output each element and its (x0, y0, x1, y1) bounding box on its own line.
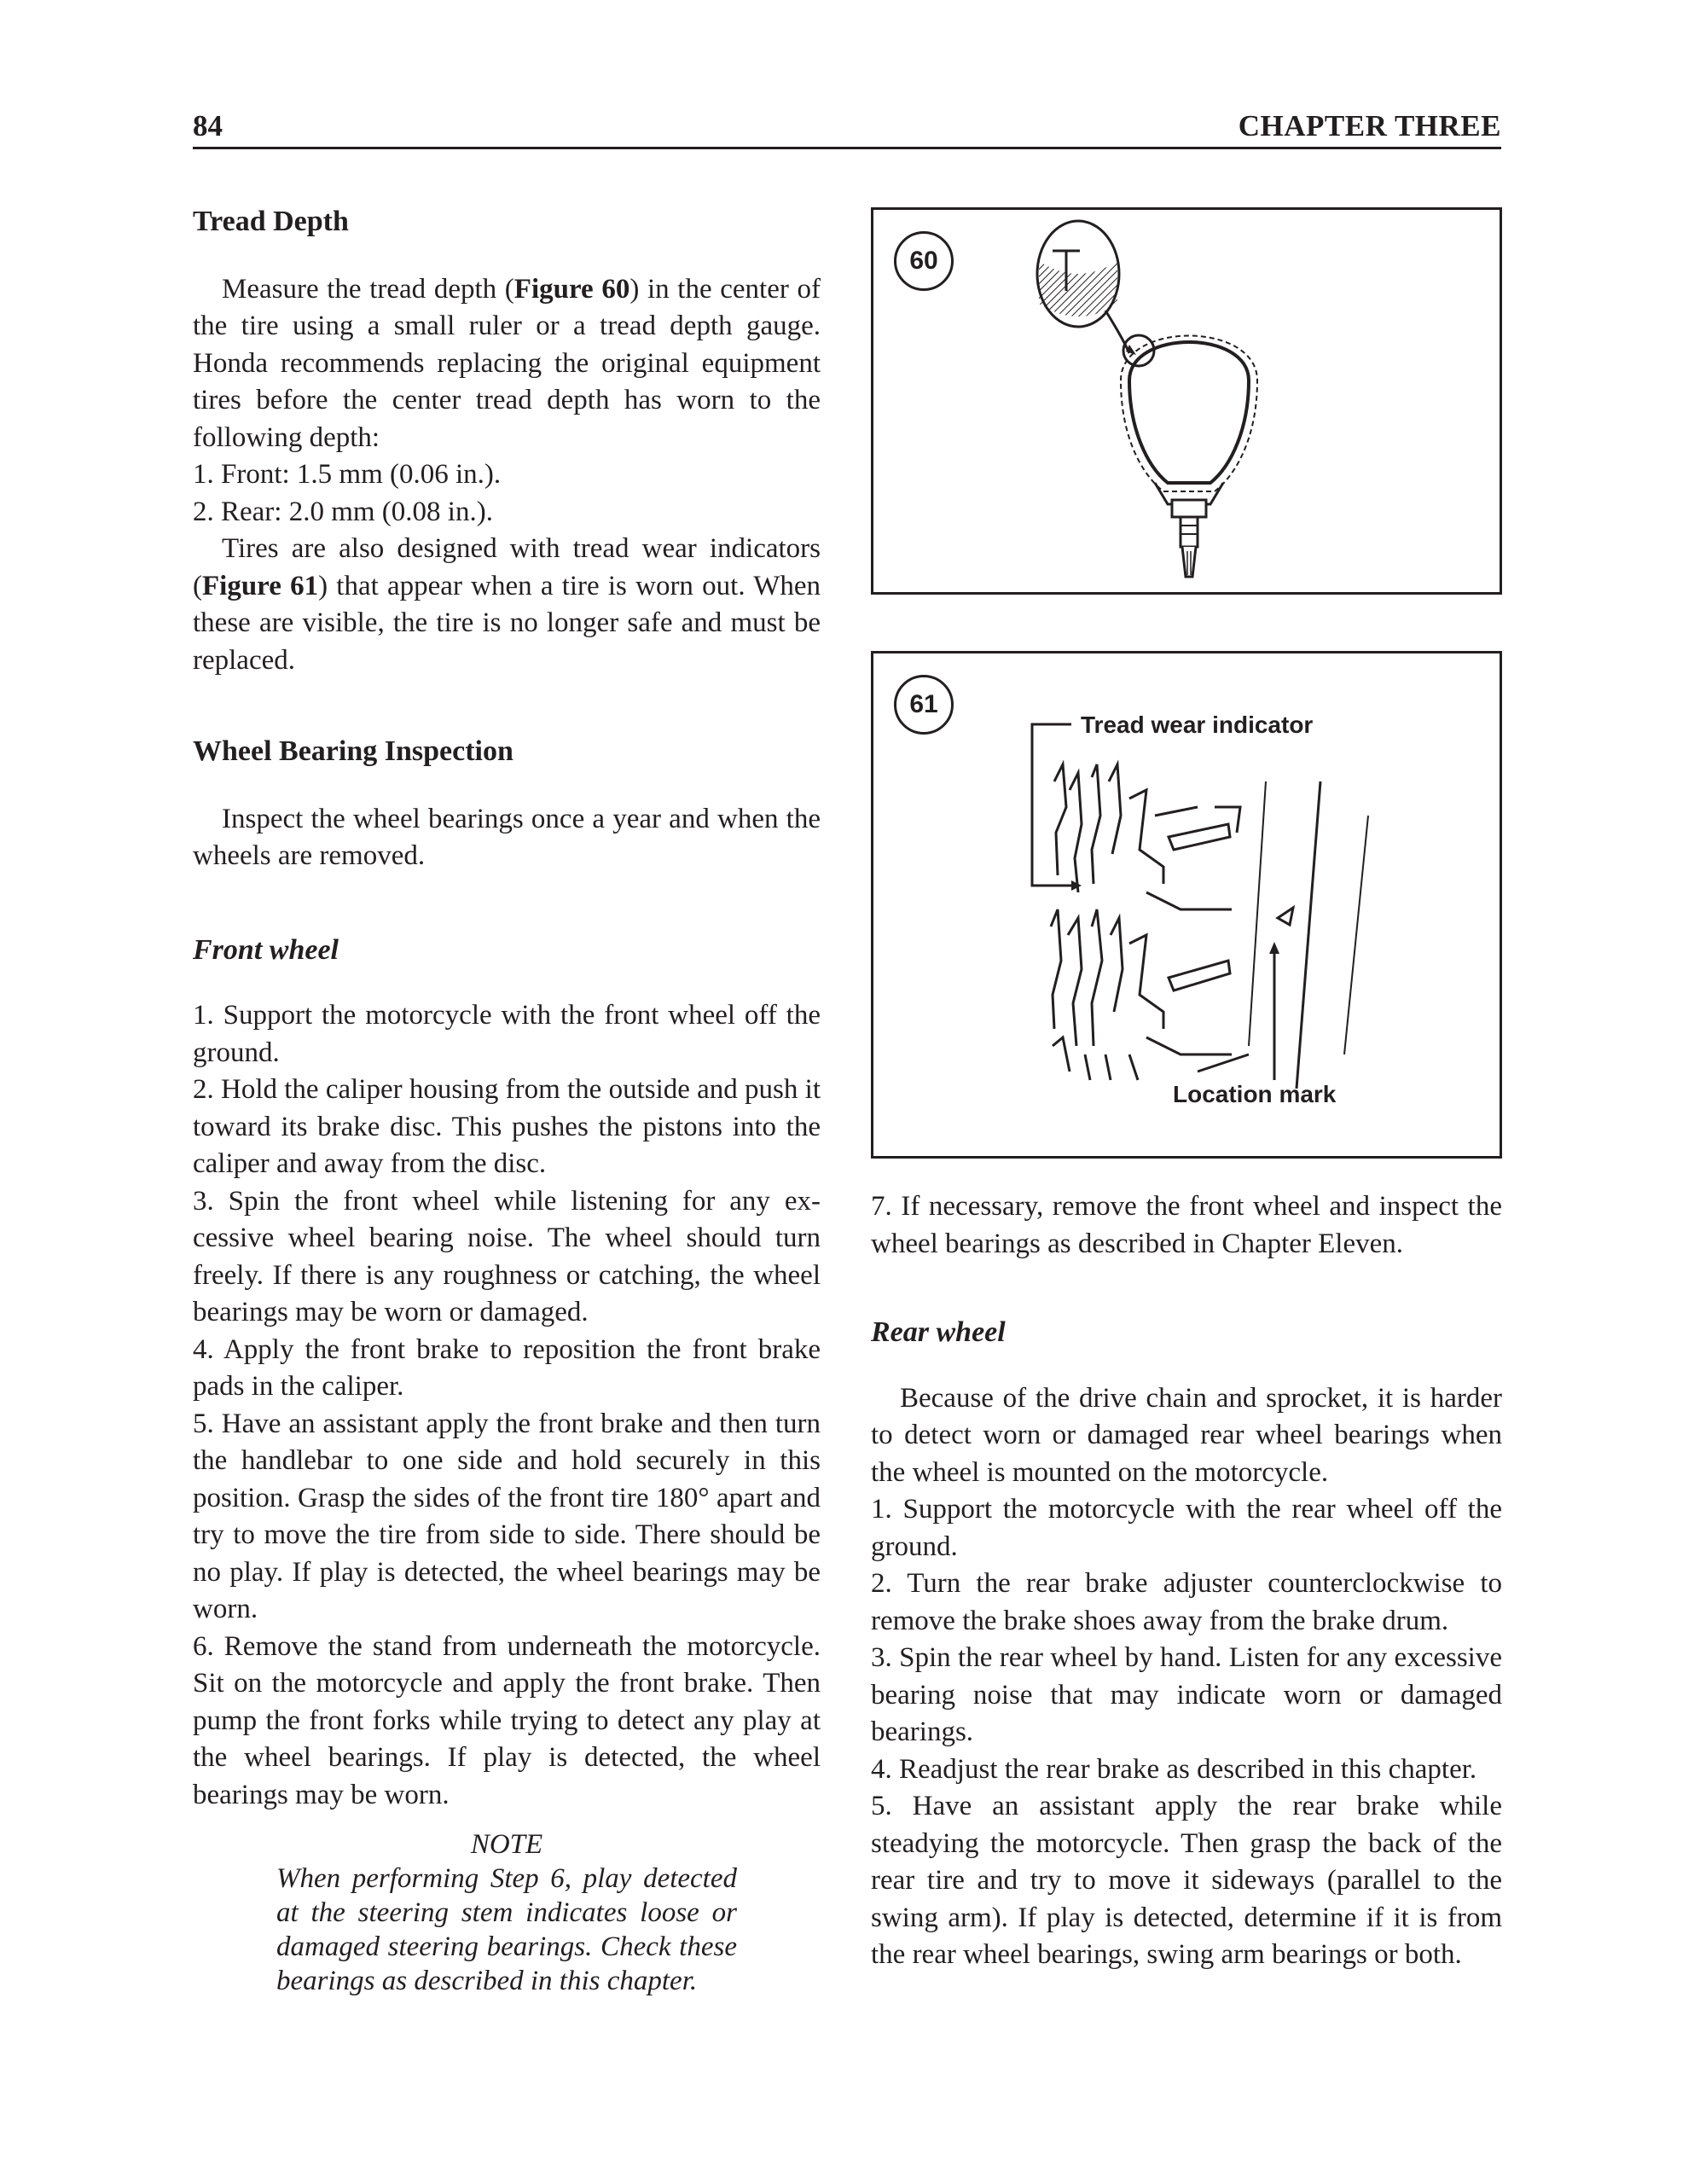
page-header (193, 109, 1501, 147)
tread-wear-indicator-label: Tread wear indicator (1081, 712, 1314, 738)
front-step: 5. Have an assistant apply the front brake and then turn the handlebar to one side and hold securely in this position. Grasp the sides of the front tire 180° apart and try to move the tire from side to side. There should be no play. If play is detected, the wheel bearings may be worn. (193, 1408, 821, 1624)
rear-step: 3. Spin the rear wheel by hand. Listen for any excessive bearing noise that may indicate worn or damaged bearings. (871, 1642, 1502, 1747)
front-step: 1. Support the motorcycle with the front wheel off the ground. (193, 1000, 821, 1068)
note-text: When performing Step 6, play detected at the steering stem indicates loose or damaged steering bearings. Check these bearings as described in this chapter. (276, 1863, 737, 1996)
wheel-bearing-paragraph: Inspect the wheel bearings once a year and when the wheels are removed. (193, 803, 821, 871)
wheel-bearing-heading: Wheel Bearing Inspection (193, 735, 513, 767)
rear-step: 5. Have an assistant apply the rear brake while steadying the motorcycle. Then grasp the back of the rear tire and try to move it sideways (parallel to the swing arm). If play is detected, determine if it is from the rear wheel bearings, swing arm bearings or both. (871, 1791, 1502, 1970)
front-step: 6. Remove the stand from underneath the motorcycle. Sit on the motorcycle and apply the front brake. Then pump the front forks while trying to detect any play at the wheel bearings. If play is detected, the wheel bearings may be worn. (193, 1630, 821, 1810)
location-mark-label: Location mark (1173, 1081, 1337, 1107)
front-step: 4. Apply the front brake to reposition the front brake pads in the caliper. (193, 1333, 821, 1402)
front-wheel-heading: Front wheel (193, 933, 339, 966)
figure-61 (871, 651, 1502, 1159)
note-title: NOTE (470, 1829, 543, 1860)
tread-indicator-paragraph: Tires are also designed with tread wear indicators (Figure 61) that appear when a tire is worn out. When these are visible, the tire is no longer safe and must be replaced. (193, 533, 821, 676)
tread-item-rear: 2. Rear: 2.0 mm (0.08 in.). (193, 496, 493, 527)
rear-step: 1. Support the motorcycle with the rear wheel off the ground. (871, 1494, 1502, 1562)
note-box (276, 1827, 737, 1998)
front-step: 3. Spin the front wheel while listening for any excessive wheel bearing noise. The wheel should turn freely. If there is any roughness or catching, the wheel bearings may be worn or damaged. (193, 1185, 821, 1327)
rear-step: 4. Readjust the rear brake as described in this chapter. (871, 1753, 1477, 1785)
header-rule (193, 147, 1501, 149)
right-column (871, 1188, 1502, 1974)
tread-depth-heading: Tread Depth (193, 206, 349, 237)
left-column (193, 203, 821, 1998)
page-number: 84 (193, 109, 223, 142)
figure-61-ref: Figure 61 (202, 570, 319, 601)
rear-step: 2. Turn the rear brake adjuster counterclockwise to remove the brake shoes away from the brake drum. (871, 1568, 1502, 1636)
rear-wheel-intro: Because of the drive chain and sprocket, it is harder to detect worn or damaged rear wheel bearings when the wheel is mounted on the motorcycle. (871, 1382, 1502, 1488)
figure-60 (871, 207, 1502, 595)
tread-depth-gauge-illustration (873, 210, 1500, 592)
tread-item-front: 1. Front: 1.5 mm (0.06 in.). (193, 459, 502, 490)
chapter-title: CHAPTER THREE (1238, 109, 1501, 142)
front-step: 2. Hold the caliper housing from the outside and push it toward its brake disc. This pushes the pistons into the caliper and away from the disc. (193, 1074, 821, 1179)
figure-60-number: 60 (894, 231, 954, 291)
figure-61-number: 61 (894, 675, 954, 735)
front-step-7: 7. If necessary, remove the front wheel and inspect the wheel bearings as described in Chapter Eleven. (871, 1191, 1502, 1259)
tread-depth-paragraph: Measure the tread depth (Figure 60) in the center of the tire using a small ruler or a tread depth gauge. Honda recommends replacing the original equipment tires before the center tread depth has worn to the following depth: (193, 273, 821, 453)
figure-60-ref: Figure 60 (513, 273, 630, 305)
rear-wheel-heading: Rear wheel (871, 1316, 1006, 1348)
